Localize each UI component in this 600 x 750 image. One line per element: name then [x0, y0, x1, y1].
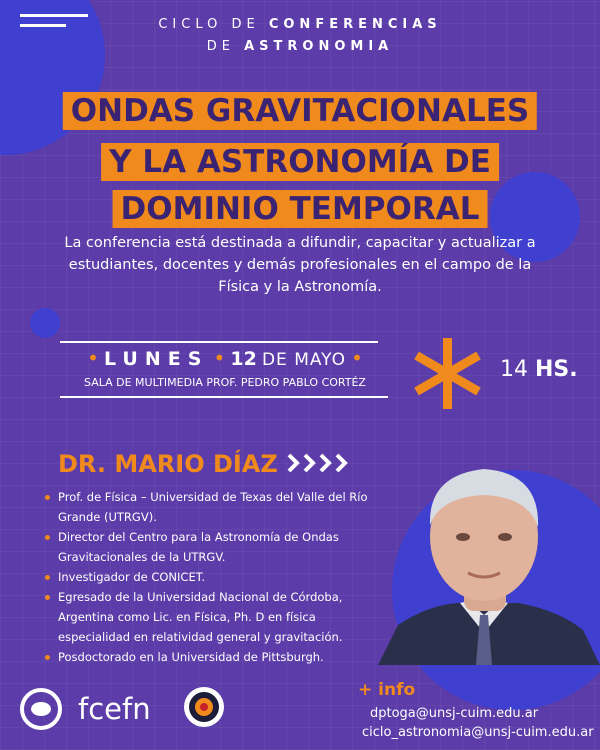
speaker-bio-list — [42, 487, 378, 667]
series-prefix-2: DE — [206, 39, 235, 54]
series-line-2 — [0, 39, 600, 54]
bio-item: Director del Centro para la Astronomía de Ondas Gravitacionales de la UTRGV. — [58, 527, 378, 567]
fcefn-logo-icon — [20, 688, 62, 730]
email-link-1[interactable]: dptoga@unsj-cuim.edu.ar — [370, 706, 539, 721]
title-text-2: Y LA ASTRONOMÍA DE — [101, 143, 499, 181]
decor-circle-left-small — [30, 308, 60, 338]
event-venue: SALA DE MULTIMEDIA PROF. PEDRO PABLO CORTÉZ — [84, 376, 366, 389]
event-time — [500, 357, 578, 382]
bullet-dot: • — [351, 346, 363, 370]
bio-item: Posdoctorado en la Universidad de Pittsburgh. — [58, 647, 378, 667]
divider-top — [60, 341, 378, 343]
bio-item: Investigador de CONICET. — [58, 567, 378, 587]
event-month: DE MAYO — [261, 350, 347, 370]
time-number: 14 — [500, 357, 528, 382]
divider-bottom — [60, 396, 388, 398]
series-line-1 — [0, 17, 600, 32]
email-link-2[interactable]: ciclo_astronomia@unsj-cuim.edu.ar — [362, 725, 594, 740]
series-prefix: CICLO DE — [158, 17, 260, 32]
event-day: LUNES — [103, 348, 209, 370]
chevron-arrows-icon — [286, 451, 358, 475]
bio-item: Prof. de Física – Universidad de Texas del Valle del Río Grande (UTRGV). — [58, 487, 378, 527]
description: La conferencia está destinada a difundir, capacitar y actualizar a estudiantes, docentes y demás profesionales en el campo de la Física y la Astronomía. — [64, 235, 536, 295]
event-date-number: 12 — [230, 348, 257, 370]
asterisk-icon — [410, 336, 485, 411]
speaker-photo — [368, 455, 600, 665]
series-bold-2: ASTRONOMIA — [244, 39, 394, 54]
bullet-dot: • — [213, 346, 226, 370]
series-bold: CONFERENCIAS — [268, 17, 442, 32]
speaker-name: DR. MARIO DÍAZ — [58, 450, 278, 478]
more-info-label: + info — [358, 680, 416, 700]
title-text-3: DOMINIO TEMPORAL — [113, 190, 488, 228]
title-line-3 — [113, 190, 488, 228]
bullet-dot: • — [87, 346, 99, 370]
title-line-1 — [63, 92, 537, 130]
bio-item: Egresado de la Universidad Nacional de Córdoba, Argentina como Lic. en Física, Ph. D en física especialidad en relatividad general y gravitación. — [58, 587, 378, 647]
title-line-2 — [101, 143, 499, 181]
title-text-1: ONDAS GRAVITACIONALES — [63, 92, 537, 130]
fcefn-logo-text: fcefn — [78, 692, 151, 726]
time-unit: HS. — [535, 357, 578, 382]
event-date — [60, 346, 390, 370]
university-seal-icon — [183, 686, 225, 728]
